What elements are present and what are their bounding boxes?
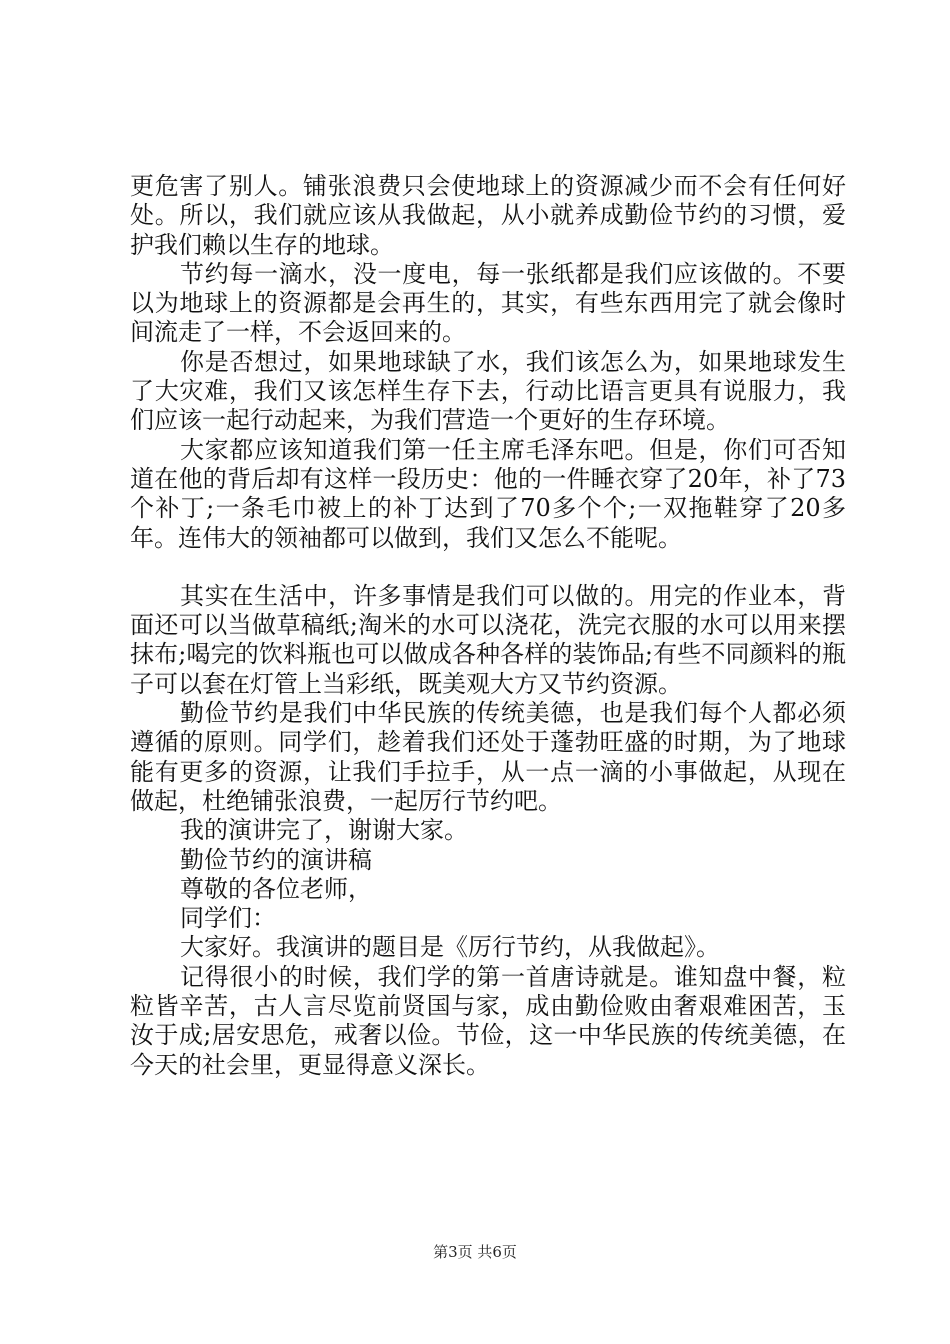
greeting-line: 大家好。我演讲的题目是《厉行节约，从我做起》。	[180, 933, 720, 962]
salutation-students: 同学们：	[180, 904, 276, 933]
paragraph-3: 你是否想过，如果地球缺了水，我们该怎么为，如果地球发生了大灾难，我们又该怎样生存下去，行动比语言更具有说服力，我们应该一起行动起来，为我们营造一个更好的生存环境。	[130, 347, 846, 435]
speech-title: 勤俭节约的演讲稿	[180, 845, 372, 874]
closing-line: 我的演讲完了，谢谢大家。	[180, 816, 468, 845]
paragraph-7: 记得很小的时候，我们学的第一首唐诗就是。谁知盘中餐，粒粒皆辛苦，古人言尽览前贤国与家，成由勤俭败由奢艰难困苦，玉汝于成;居安思危，戒奢以俭。节俭，这一中华民族的传统美德，在今天的社会里，更显得意义深长。	[130, 962, 846, 1079]
page-number-footer: 第3页 共6页	[433, 1243, 517, 1261]
salutation-teachers: 尊敬的各位老师，	[180, 874, 372, 903]
paragraph-1: 更危害了别人。铺张浪费只会使地球上的资源减少而不会有任何好处。所以，我们就应该从我做起，从小就养成勤俭节约的习惯，爱护我们赖以生存的地球。	[130, 172, 846, 259]
paragraph-2: 节约每一滴水，没一度电，每一张纸都是我们应该做的。不要以为地球上的资源都是会再生的，其实，有些东西用完了就会像时间流走了一样，不会返回来的。	[130, 259, 846, 347]
paragraph-5: 其实在生活中，许多事情是我们可以做的。用完的作业本，背面还可以当做草稿纸;淘米的水可以浇花，洗完衣服的水可以用来摆抹布;喝完的饮料瓶也可以做成各种各样的装饰品;有些不同颜料的瓶子可以套在灯管上当彩纸，既美观大方又节约资源。	[130, 581, 846, 698]
paragraph-6: 勤俭节约是我们中华民族的传统美德，也是我们每个人都必须遵循的原则。同学们，趁着我们还处于蓬勃旺盛的时期，为了地球能有更多的资源，让我们手拉手，从一点一滴的小事做起，从现在做起，杜绝铺张浪费，一起厉行节约吧。	[130, 699, 846, 815]
paragraph-4: 大家都应该知道我们第一任主席毛泽东吧。但是，你们可否知道在他的背后却有这样一段历史：他的一件睡衣穿了20年，补了73个补丁;一条毛巾被上的补丁达到了70多个个;一双拖鞋穿了20多年。连伟大的领袖都可以做到，我们又怎么不能呢。	[130, 435, 846, 552]
document-body	[130, 172, 846, 1080]
